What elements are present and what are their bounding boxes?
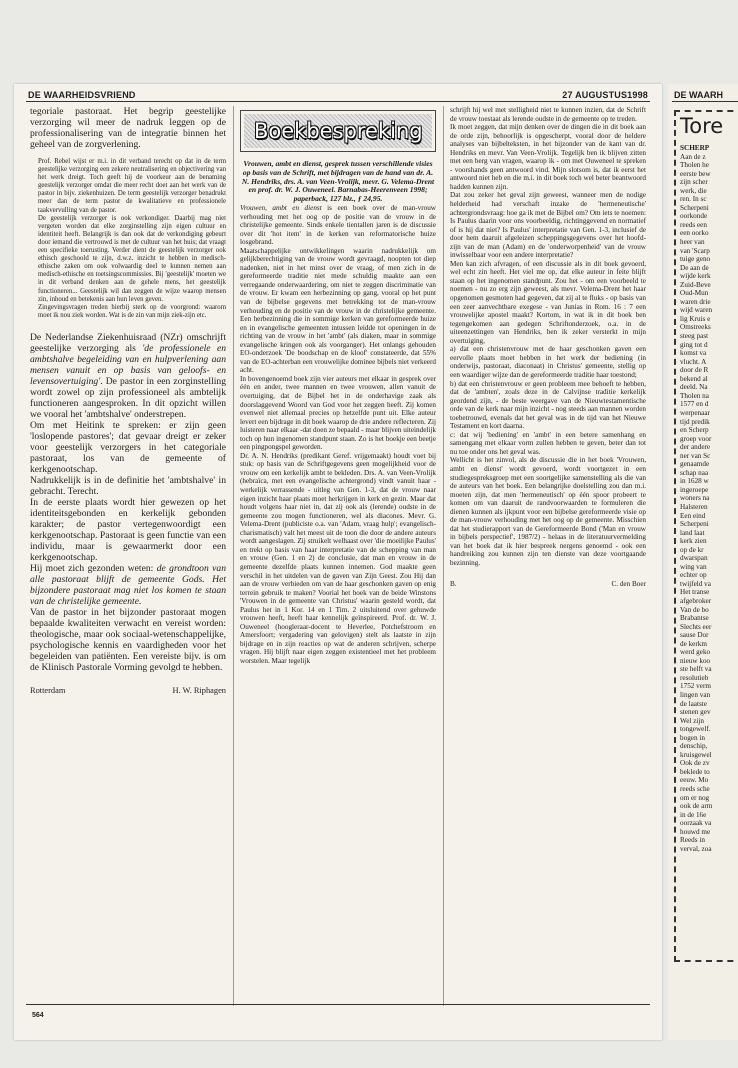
adjacent-page <box>668 84 738 1040</box>
adjacent-text-line: tuige geno <box>680 255 711 264</box>
body-paragraph: a) dat een christenvrouw met de haar geschonken gaven een eervolle plaats moet hebben in het werk der bediening (in onderwijs, pastoraat, diaconaat) in Christus' gemeente, stellig op een waardiger wijze dan de gereformeerde traditie haar toestond; <box>450 345 646 379</box>
adjacent-text-line: zijn scher <box>680 178 708 187</box>
adjacent-text-line: werk, die <box>680 186 707 195</box>
adjacent-text-line: Scherpeni <box>680 520 709 529</box>
adjacent-text-line: denschip, <box>680 742 708 751</box>
adjacent-text-line: echter op <box>680 571 707 580</box>
body-paragraph: In de eerste plaats wordt hier gewezen op het identiteitsgebonden en kerkelijk gebonden karakter; de pastor vertegenwoordigt een kerkgenootschap. Pastoraat is geen functie van een individu, maar is gewaarmerkt door een kerkgenootschap. <box>30 496 226 563</box>
review-column-continued <box>450 106 646 1006</box>
adjacent-text-line: tongewelf. <box>680 725 711 734</box>
adjacent-text-line: Scherpeni <box>680 203 709 212</box>
adjacent-text-line: door de R <box>680 366 709 375</box>
adjacent-text-line: op de kr <box>680 545 704 554</box>
adjacent-text-line: SCHERP <box>680 144 710 152</box>
adjacent-text-line: kerk zien <box>680 537 707 546</box>
adjacent-text-line: in de 16e <box>680 810 707 819</box>
adjacent-text-line: en Scherp <box>680 426 709 435</box>
adjacent-text-line: land laat <box>680 528 705 537</box>
adjacent-text-line: Het transe <box>680 588 710 597</box>
adjacent-text-line: sause Dor <box>680 631 709 640</box>
adjacent-text-line: eeuw. Mo <box>680 776 709 785</box>
adjacent-text-line: Tholen he <box>680 161 709 170</box>
adjacent-text-line: wing van <box>680 562 707 571</box>
review-signature <box>450 580 646 589</box>
adjacent-text-line: Wel zijn <box>680 716 704 725</box>
intro-paragraph: tegoriale pastoraat. Het begrip geestelijke verzorging wil meer de nadruk leggen op de professionalisering van de integratie binnen het geheel van de zorgverlening. <box>30 106 226 150</box>
body-paragraph: b) dat een christenvrouw er geen probleem mee behoeft te hebben, dat de 'ambten', zoals deze in de Calvijnse traditie kerkelijk geordend zijn, - de beste weergave van de Nieuwtestamentische orde van de kerk naar mijn inzicht - nog steeds aan mannen worden toebetrouwd, evenals dat het geval was in de tijd van het Nieuwe Testament en kort daarna. <box>450 379 646 431</box>
body-paragraph: Ik moet zeggen, dat mijn denken over de dingen die in dit boek aan de orde zijn, behoorlijk is opgescherpt, vooral door de heldere analyses van bijbelteksten, in het bijzonder van de kant van dr. Hendriks en mevr. Van Veen-Vrolijk. Tegelijk ben ik blijven zitten met een berg van vragen, waarop ik - om met Ouweneel te spreken - voorshands geen antwoord vind. Mijn slotsom is, dat ik eerst het antwoord niet heb en die m.i. in dit boek toch wel beter beantwoord hadden kunnen zijn. <box>450 123 646 191</box>
adjacent-text-line: kruisgewel <box>680 750 712 759</box>
body-paragraph: Maatschappelijke ontwikkelingen waarin nadrukkelijk om gelijkberechtiging van de vrouw wordt gevraagd, noopten tot diep nadenken, niet in het minst over de vraag, of men zich in de gereformeerde traditie niet mede schuldig maakte aan een verregaande onderwaardering, om niet te zeggen discriminatie van de vrouw. Er kwam een herbezinning op gang, vooral op het punt van de bijbelse gegevens met betrekking tot de man-vrouw verhouding en de positie van de vrouw in de christelijke gemeente. Een herbezinning die in sommige kerken van gereformeerde huize en in evangelische gemeenten intussen leidde tot openingen in de richting van de vrouw in het 'ambt' (als diaken, maar in sommige evangelische kringen ook als voorganger). Het onlangs gehouden EO-onderzoek 'De boodschap en de kloof' constateerde, dat 55% van de EO-achterban een vrouwelijke dominee bijbels niet verkeerd acht. <box>240 246 436 375</box>
adjacent-text-line: ste helft va <box>680 665 712 674</box>
adjacent-text-line: Brabantse <box>680 614 709 623</box>
adjacent-text-line: eerste bew <box>680 169 711 178</box>
signature-author: H. W. Riphagen <box>172 685 226 695</box>
adjacent-text-line: lingen van <box>680 691 711 699</box>
adjacent-text-line: genaamde <box>680 460 710 469</box>
adjacent-header-rule <box>672 101 738 102</box>
adjacent-text-line: Een eind <box>680 511 706 520</box>
body-paragraph: Dat zou zeker het geval zijn geweest, wanneer men de nodige helderheid had verschaft inzake de 'hermeneutische' achtergrondsvraag: hoe ga ik met de Bijbel om? Om iets te noemen: Is Paulus daarin voor ons voorbeeldig, richtinggevend en normatief of is hij dat niet? Is Paulus' interpretatie van Gen. 1-3, inclusief de door hem daaruit afgeleizen scheppingsgegevens over het hoofd-zijn van de man (Adam) en de 'onderworpenheid' van de vrouw inwisselbaar voor een andere interpretatie? <box>450 191 646 260</box>
signature-author: C. den Boer <box>611 579 646 588</box>
adjacent-text-line: wijd waren <box>680 306 713 315</box>
body-paragraph: Dr. A. N. Hendriks (predikant Geref. vrijgemaakt) houdt voet bij stuk: op basis van de Schriftgegevens geen mogelijkheid voor de vrouw om een kerkelijk ambt te bekleden. Drs. A. van Veen-Vrolijk (hebraïca, met een evangelische achtergrond) vindt vanuit haar - werkelijk verrassende - uitleg van Gen. 1-3, dat de vrouw naar eigen inzicht haar plaats moet herkrijgen in kerk en gezin. Maar dat houdt volgens haar niet in, dat zij ook als (lerende) oudste in de gemeente zou mogen functioneren, wel als diacones. Mevr. G. Velema-Drent (publiciste o.a. van 'Adam, vraag hulp'; evangelisch-charismatisch) valt het meest uit de toon die door de andere auteurs wordt aangeslagen. Zij struikelt welhaast over 'die moeilijke Paulus' en trekt op basis van haar interpretatie van de schepping van man en vrouw (Gen. 1 en 2) de conclusie, dat man en vrouw in de gemeente dezelfde plaats kunnen innemen. God maakte geen verschil in het uitdelen van de gaven van Zijn Geest. Zou Hij dan aan de vrouw verbieden om van de haar geschonken gaven op enig terrein gebruik te maken? Voorial het boek van de beide Winstons 'Vrouwen in de gemeente van Christus' waarin gesteld wordt, dat Paulus het in 1 Kor. 14 en 1 Tim. 2 uitsluitend over gehuwde vrouwen heeft, heeft haar kennelijk geïnspireerd. Prof. dr. W. J. Ouweneel (hoogleraar-docent te Heverlee, Potchefstroom en Amersfoort; vergadering van gelovigen) stelt als laatste in zijn bijdrage en in zijn reacties op wat de anderen schrijven, scherpe vragen. Hij blijft naar eigen zeggen existentieel met het probleem worstelen. Maar tegelijk <box>240 451 436 665</box>
adjacent-text-line: waren drie <box>680 297 711 306</box>
body-paragraph: Nadrukkelijk is in de definitie het 'ambtshalve' in gebracht. Terecht. <box>30 474 226 497</box>
adjacent-text-line: Tholen na <box>680 391 709 400</box>
page-number: 564 <box>32 1012 44 1019</box>
adjacent-text-line: De aan de <box>680 263 709 272</box>
adjacent-text-line: van 'Scarp <box>680 246 710 255</box>
adjacent-text-line: vlucht. A <box>680 357 707 366</box>
adjacent-text-line: wijde kerk <box>680 272 711 281</box>
signature-place: Rotterdam <box>30 685 66 695</box>
body-paragraph: Vrouwen, ambt en dienst is een boek over de man-vrouw verhouding met het oog op de positie van de vrouw in de christelijke gemeente. Sinds enkele tientallen jaren is de discussie over dit 'hot item' in de kerken van reformatorische huize losgebrand. <box>240 203 436 247</box>
adjacent-text-line: afgebroker <box>680 596 712 605</box>
adjacent-text-line: ingeroepe <box>680 485 709 494</box>
column-divider <box>443 106 444 1006</box>
adjacent-text-line: bogen in <box>680 733 705 742</box>
adjacent-text-line: steeg past <box>680 332 709 341</box>
adjacent-text-line: werpenaar <box>680 408 710 417</box>
adjacent-text-line: de laatste <box>680 699 707 708</box>
body-paragraph: Men kan zich afvragen, of een discussie als in dit boek gevoerd, wel echt zin heeft. Het viel me op, dat elke auteur in feite blijft staan op het ingenomen standpunt. Zou het - om een voorbeeld te noemen - nu zo erg zijn geweest, als mevr. Velema-Drent het haar opgenomen gesmoten had gegeven, dat zij al te fluks - op basis van een zeer aanvechtbare exegese - van Junias in Rom. 16 : 7 een vrouwelijke apostel maakt? Kortom, in wat ik in dit boek ben tegengekomen aan gedegen Schriftonderzoek, o.a. in de uiteenzettingen van Hendriks, ben ik zeker versterkt in mijn overtuiging, <box>450 259 646 345</box>
adjacent-text-line: woners na <box>680 494 710 503</box>
adjacent-text-line: om er nog <box>680 793 710 802</box>
adjacent-text-line: reeds een <box>680 220 707 229</box>
adjacent-text-line: lig Kruis e <box>680 314 711 323</box>
quote-paragraph: Zingevingsvragen treden hierbij sterk op de voorgrond: waarom moet ik nou ziek worden. Wat is de zin van mijn ziek-zijn etc. <box>38 303 226 319</box>
footer-rule <box>26 1004 650 1005</box>
adjacent-text-line: Aan de z <box>680 152 706 161</box>
quote-paragraph: Prof. Rebel wijst er m.i. in dit verband terecht op dat in de term geestelijke verzorging een zekere neutralisering en objectivering van het werk dreigt. Toch geeft hij de voorkeur aan de benaming geestelijk verzorger omdat die meer recht doet aan het werk van de pastor in bijv. ziekenhuizen. De term geestelijk verzorger benadrukt meer dan de term pastor de kwalitatieve en professionele taakvervulling van de pastor. <box>38 158 226 214</box>
adjacent-text-line: twijfeld va <box>680 579 711 588</box>
adjacent-text-line: nieuw koo <box>680 656 711 665</box>
adjacent-text-line: ging tot d <box>680 340 708 349</box>
adjacent-page-header: DE WAARH <box>674 90 723 100</box>
adjacent-text-line: de kerkm <box>680 639 707 648</box>
book-details: Vrouwen, ambt en dienst, gesprek tussen verschillende visies op basis van de Schrift, met bijdragen van de hand van dr. A. N. Hendriks, drs. A. van Veen-Vrolijk, mevr. G. Velema-Drent en prof. dr. W. J. Ouweneel. Barnabas-Heerenveen 1998; paperback, 127 blz., ƒ 24,95. <box>241 159 435 204</box>
body-paragraph: De Nederlandse Ziekenhuisraad (NZr) omschrijft geestelijke verzorging als 'de professionele en ambtshalve begeleiding van en hulpverlening aan mensen vanuit en op basis van geloofs- en levensovertuiging'. De pastor in een zorginstelling wordt zowel op zijn professioneel als ambtelijk functioneren aangesproken. In dit opzicht willen we vooral het 'ambtshalve' onderstrepen. <box>30 331 226 420</box>
adjacent-text-line: dwarspan <box>680 554 708 563</box>
adjacent-text-line: verval, zoa <box>680 844 712 853</box>
adjacent-text-line: oorzaak va <box>680 819 712 828</box>
body-paragraph: Van de pastor in het bijzonder pastoraat mogen bepaalde kwaliteiten verwacht en vereist worden: theologische, maar ook sociaal-wetenschappelijke, psychologische kennis en vaardigheden voor het begeleiden van patiënten. Een vereiste bijv. is om de Klinisch Pastorale Vorming gevolgd te hebben. <box>30 606 226 673</box>
article-column-1 <box>30 106 226 1006</box>
adjacent-text-line: groep voor <box>680 434 712 443</box>
adjacent-article-title: Tore <box>680 114 724 138</box>
adjacent-text-line: een oorko <box>680 229 709 238</box>
adjacent-text-line: stenen gev <box>680 708 711 717</box>
body-paragraph: In bovengenoemd boek zijn vier auteurs met elkaar in gesprek over één en ander, twee mannen en twee vrouwen, allen vanuit de overtuiging, dat de Bijbel het in de onderhavige zaak als doorslaggevend Woord van God voor het zeggen heeft. Zij komen evenwel niet allemaal precies op hetzelfde punt uit. Elke auteur levert een bijdrage in dit boek waarop de drie andere reflecteren. Zij luisteren naar elkaar -dat doen ze bepaald - maar blijven uiteindelijk toch op hun ingenomen standpunt staan. Zo is het boekje een beetje een pingpongspel geworden. <box>240 374 436 452</box>
body-paragraph: c: dat wij 'bediening' en 'ambt' in een betere samenhang en samengang met elkaar vorm zullen hebben te geven, beter dan tot nu toe onder ons het geval was. <box>450 430 646 456</box>
adjacent-text-line: Ook de zv <box>680 759 710 768</box>
adjacent-text-line: ren. In sc <box>680 195 707 204</box>
adjacent-text-line: oorkonde <box>680 212 708 221</box>
adjacent-text-line: houwd me <box>680 827 711 836</box>
adjacent-text-line: Omstreeks <box>680 323 711 332</box>
adjacent-text-line: ook de arm <box>680 802 713 811</box>
issue-date: 27 AUGUSTUS1998 <box>562 90 648 100</box>
review-banner <box>240 110 436 152</box>
adjacent-text-line: komst va <box>680 349 707 358</box>
newspaper-page <box>14 84 662 1040</box>
adjacent-text-line: deeld. Na <box>680 383 708 392</box>
adjacent-text-line: in 1628 w <box>680 477 709 486</box>
adjacent-text-line: Van de bo <box>680 605 709 614</box>
body-paragraph: schrijft hij wel met stelligheid niet te kunnen inzien, dat de Schrift de vrouw toestaat als lerende oudste in de gemeente op te treden. <box>450 106 646 123</box>
adjacent-text-line: schap naa <box>680 468 709 477</box>
adjacent-text-line: 1752 verm <box>680 682 711 691</box>
quoted-block <box>30 158 226 320</box>
adjacent-text-line: 1577 en d <box>680 400 709 409</box>
adjacent-article-text <box>680 144 738 853</box>
adjacent-text-line: Zuid-Beve <box>680 280 711 289</box>
header-rule <box>26 101 650 102</box>
adjacent-text-line: resolutieb <box>680 673 709 682</box>
adjacent-text-line: der andere <box>680 443 711 452</box>
signature-initial: B. <box>450 579 457 588</box>
adjacent-text-line: werd geko <box>680 648 711 657</box>
publication-name: DE WAARHEIDSVRIEND <box>28 90 136 100</box>
review-banner-title: Boekbespreking <box>254 118 423 143</box>
adjacent-text-line: Slechts eer <box>680 622 712 631</box>
review-column <box>240 106 436 1006</box>
body-paragraph: Wellicht is het zinvol, als de discussie die in het boek 'Vrouwen, ambt en dienst' wordt gevoerd, wordt voortgezet in een studiegespreksgroep met een soortgelijke samenstelling als die van de auteurs van het boek. Een belangrijke doelstelling zou dan m.i. moeten zijn, dat men 'hermeneutisch' op één spoor probeert te komen om van daaruit de randvoorwaarden te formuleren die dienen kunnen als ijkpunt voor een bijbelse gereformeerde visie op de man-vrouw verhouding met het oog op de gemeente. Misschien dat het studierapport van de Gereformeerde Bond ('Man en vrouw in bijbels perspectief', 1987/2) - helaas in de literatuurvermelding van het boek dat ik hier bespreek nergens genoemd - ook een handreiking zou kunnen zijn ten dienste van deze voortgaande bezinning. <box>450 456 646 567</box>
article-signature <box>30 687 226 696</box>
column-divider <box>233 106 234 1006</box>
quote-paragraph: De geestelijk verzorger is ook verkondiger. Daarbij mag niet vergeten worden dat elke zorginstelling zijn eigen cultuur en identiteit heeft. Belangrijk is dan ook dat de verkondiging gebeurt door iemand die vertrouwd is met de cultuur van het huis; dat vraagt een specifieke toerusting. Verder dient de geestelijk verzorger ook ethisch geschoold te zijn, d.w.z. inzicht te hebben in medisch-ethische zaken om ook volwaardig deel te kunnen nemen aan medisch-ethische en toetsingscommissies. Bij 'geestelijk' moeten we in dit verband denken aan de gehele mens, het geestelijk functioneren... Geestelijk wil dan zeggen de wijze waarop mensen zin, inhoud en betekenis aan hun leven geven. <box>38 214 226 303</box>
adjacent-text-line: heer van <box>680 238 705 247</box>
adjacent-text-line: tijd predik <box>680 417 710 426</box>
adjacent-text-line: beklede to <box>680 767 710 776</box>
body-paragraph: Om met Heitink te spreken: er zijn geen 'loslopende pastores'; dat gevaar dreigt er zeker voor geestelijk verzorgers in het categoriale pastoraat, los van de gemeente of kerkgenootschap. <box>30 419 226 475</box>
adjacent-text-line: Halsteren <box>680 502 708 511</box>
body-paragraph: Hij moet zich gezonden weten: de grondtoon van alle pastoraat blijft de gemeente Gods. Het bijzondere pastoraat mag niet los komen te staan van de christelijke gemeente. <box>30 562 226 607</box>
adjacent-text-line: bekend al <box>680 374 708 383</box>
adjacent-text-line: Oud-Mun <box>680 289 709 298</box>
adjacent-text-line: Reeds in <box>680 836 705 845</box>
adjacent-text-line: ner van Sc <box>680 451 711 460</box>
adjacent-text-line: reeds sche <box>680 785 710 794</box>
